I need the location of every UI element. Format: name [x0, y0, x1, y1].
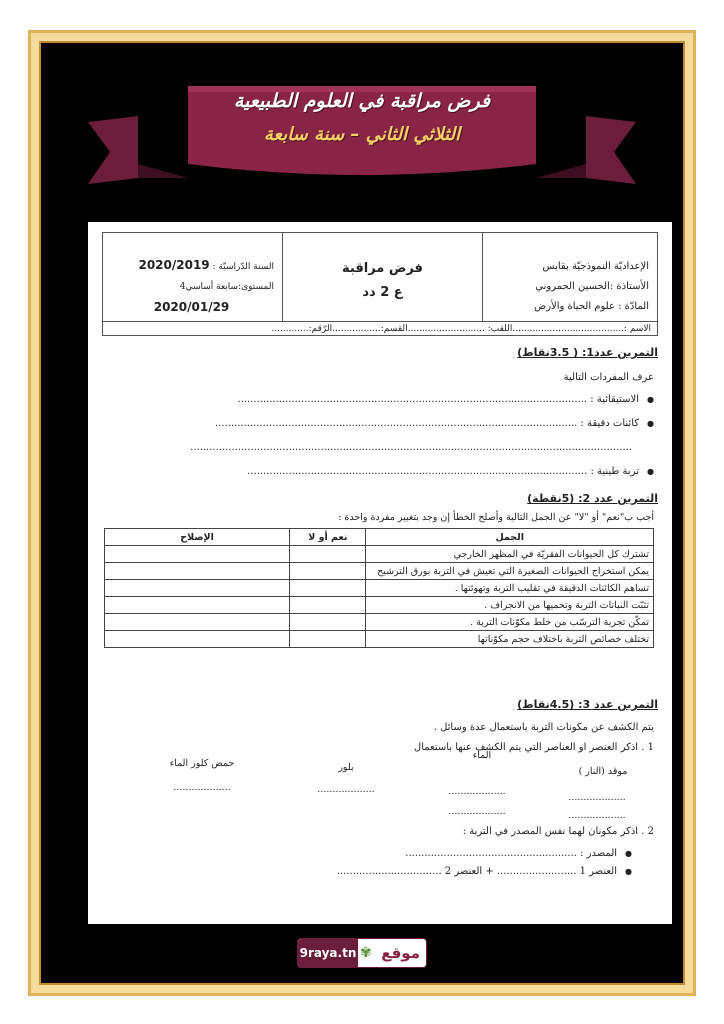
source-line: ● المصدر : ......................................................	[405, 848, 632, 859]
column-header: الإصلاح	[105, 529, 290, 546]
exam-header	[102, 232, 658, 336]
banner-title: فرض مراقبة في العلوم الطبيعية	[233, 90, 491, 112]
school-cell	[482, 233, 657, 321]
column-header: الجمل	[366, 529, 654, 546]
column-header: نعم أو لا	[290, 529, 366, 546]
exercise2-table	[104, 528, 654, 648]
tool-crystal: بلور	[338, 762, 354, 773]
banner-subtitle: الثلاثي الثاني – سنة سابعة	[263, 124, 461, 145]
year-value: 2020/2019	[138, 258, 210, 272]
site-logo[interactable]	[297, 938, 427, 968]
exercise1-title: التمرين عدد1: ( 3.5نقاط)	[517, 346, 658, 359]
answer-dots: ...................	[173, 782, 231, 793]
table-row: تثبّت النباتات التربة وتحميها من الانجراف .	[105, 597, 654, 614]
exercise1-item: ● تربة طينية : ...........................................................................................................	[247, 466, 654, 477]
answer-dots: ...................	[448, 806, 506, 817]
student-info-row: الاسم :.......................................اللقب: ...........................القسم:.................الرّقم:.............	[103, 321, 657, 337]
year-cell	[101, 233, 282, 321]
exercise3-q1: 1 . اذكر العنصر او العناصر التي يتم الكشف عنها باستعمال	[413, 742, 654, 753]
table-row: تشترك كل الحيوانات الفقريّة في المظهر الخارجي	[105, 546, 654, 563]
exercise1-instruction: عرف المفردات التالية	[563, 372, 654, 383]
teacher-name: الأستاذة :الحسين الحمروني	[535, 281, 649, 292]
tool-hcl: حمض كلور الماء	[169, 758, 235, 769]
exercise3-q2: 2 . اذكر مكونان لهما نفس المصدر في التربة :	[462, 826, 654, 837]
school-name: الإعداديّة النموذجيّة بقابس	[542, 261, 649, 272]
plant-icon: ✾	[360, 945, 372, 961]
exam-title-cell	[282, 233, 482, 321]
subject-name: المادّة : علوم الحياة والأرض	[534, 301, 649, 312]
elements-line: ● العنصر 1 ......................... + العنصر 2 .................................	[337, 866, 632, 877]
title-ribbon	[88, 86, 636, 186]
exam-duration: ع 2 دد	[362, 285, 403, 300]
table-row: تساهم الكائنات الدقيقة في تقليب التربة وتهوئتها .	[105, 580, 654, 597]
table-header-row	[105, 529, 654, 546]
table-row: تختلف خصائص التربة باختلاف حجم مكوّناتها	[105, 631, 654, 648]
exercise3-intro: يتم الكشف عن مكونات التربة باستعمال عدة وسائل .	[433, 722, 654, 733]
exam-title: فرض مراقبة	[342, 261, 423, 276]
year-label: السنة الدّراسيّة :	[212, 262, 274, 272]
tool-fire: موقد (النار )	[578, 766, 628, 777]
answer-dots: ...................	[568, 810, 626, 821]
exercise2-title: التمرين عدد 2: (5نقطة)	[527, 492, 658, 505]
answer-dots: ...................	[448, 786, 506, 797]
exercise1-item: ...........................................................................................................................................	[190, 442, 632, 453]
exercise1-item: ● الاستيقائية : ..............................................................................................................	[237, 394, 654, 405]
exercise3-title: التمرين عدد 3: (4.5نقاط)	[517, 698, 658, 711]
exercise1-item: ● كائنات دقيقة : ..................................................................................................................	[215, 418, 654, 429]
table-row: تمكّن تجربة الترسّب من خلط مكوّنات التربة .	[105, 614, 654, 631]
answer-dots: ...................	[317, 784, 375, 795]
logo-latin-text: 9raya.tn	[298, 939, 358, 967]
table-row: يمكن استخراج الحيوانات الصغيرة التي تعيش في التربة بورق الترشيح	[105, 563, 654, 580]
exam-date: 2020/01/29	[153, 300, 230, 314]
tool-water: الماء	[472, 750, 492, 761]
answer-dots: ...................	[568, 792, 626, 803]
level: المستوى:سابعة أساسي4	[179, 282, 274, 292]
exercise2-instruction: أجب ب"نعم" أو "لا" عن الجمل التالية وأصلح الخطأ إن وجد بتغيير مفردة واحدة :	[338, 512, 654, 523]
logo-arabic-text: موقع	[381, 944, 420, 962]
exam-paper	[88, 222, 672, 924]
